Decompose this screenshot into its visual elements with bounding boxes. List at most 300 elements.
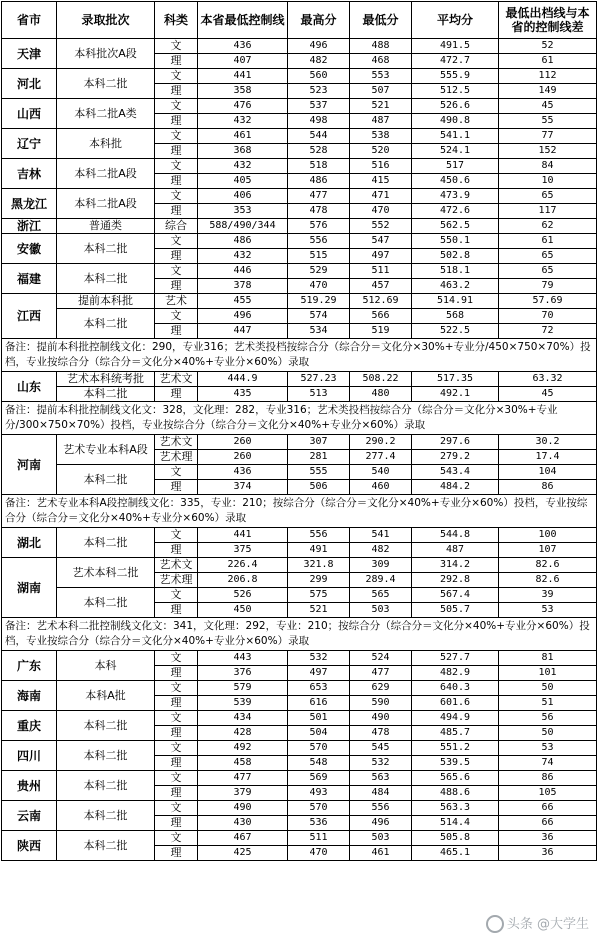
batch-cell: 本科二批 — [57, 69, 155, 99]
max-score-cell: 519.29 — [288, 294, 350, 309]
average-cell: 550.1 — [412, 234, 499, 249]
min-score-cell: 487 — [350, 114, 412, 129]
header-min-score: 最低分 — [350, 2, 412, 39]
batch-cell: 艺术本科二批 — [57, 558, 155, 588]
category-cell: 文 — [155, 309, 198, 324]
control-line-cell: 450 — [198, 603, 288, 618]
average-cell: 541.1 — [412, 129, 499, 144]
table-row — [2, 309, 597, 324]
batch-cell: 本科二批A类 — [57, 99, 155, 129]
max-score-cell: 536 — [288, 816, 350, 831]
category-cell: 理 — [155, 84, 198, 99]
min-score-cell: 468 — [350, 54, 412, 69]
category-cell: 理 — [155, 786, 198, 801]
batch-cell: 本科 — [57, 651, 155, 681]
difference-cell: 57.69 — [499, 294, 597, 309]
min-score-cell: 516 — [350, 159, 412, 174]
province-cell: 河南 — [2, 435, 57, 495]
table-row — [2, 99, 597, 114]
province-cell: 云南 — [2, 801, 57, 831]
table-row — [2, 651, 597, 666]
control-line-cell: 490 — [198, 801, 288, 816]
average-cell: 517 — [412, 159, 499, 174]
difference-cell: 79 — [499, 279, 597, 294]
difference-cell: 66 — [499, 801, 597, 816]
min-score-cell: 309 — [350, 558, 412, 573]
category-cell: 理 — [155, 54, 198, 69]
admission-score-table — [1, 1, 597, 861]
average-cell: 488.6 — [412, 786, 499, 801]
table-row — [2, 801, 597, 816]
category-cell: 艺术理 — [155, 450, 198, 465]
max-score-cell: 518 — [288, 159, 350, 174]
min-score-cell: 507 — [350, 84, 412, 99]
min-score-cell: 512.69 — [350, 294, 412, 309]
table-row — [2, 69, 597, 84]
average-cell: 527.7 — [412, 651, 499, 666]
difference-cell: 63.32 — [499, 372, 597, 387]
min-score-cell: 478 — [350, 726, 412, 741]
category-cell: 文 — [155, 588, 198, 603]
min-score-cell: 532 — [350, 756, 412, 771]
average-cell: 505.8 — [412, 831, 499, 846]
control-line-cell: 588/490/344 — [198, 219, 288, 234]
category-cell: 文 — [155, 465, 198, 480]
table-row — [2, 39, 597, 54]
table-row — [2, 294, 597, 309]
category-cell: 文 — [155, 189, 198, 204]
min-score-cell: 482 — [350, 543, 412, 558]
max-score-cell: 470 — [288, 846, 350, 861]
batch-cell: 本科二批 — [57, 264, 155, 294]
min-score-cell: 520 — [350, 144, 412, 159]
header-difference: 最低出档线与本省的控制线差 — [499, 2, 597, 39]
min-score-cell: 590 — [350, 696, 412, 711]
control-line-cell: 378 — [198, 279, 288, 294]
control-line-cell: 430 — [198, 816, 288, 831]
average-cell: 491.5 — [412, 39, 499, 54]
batch-cell: 本科二批 — [57, 711, 155, 741]
average-cell: 482.9 — [412, 666, 499, 681]
batch-cell: 本科二批 — [57, 801, 155, 831]
average-cell: 514.91 — [412, 294, 499, 309]
max-score-cell: 544 — [288, 129, 350, 144]
table-row — [2, 588, 597, 603]
average-cell: 490.8 — [412, 114, 499, 129]
category-cell: 文 — [155, 69, 198, 84]
difference-cell: 45 — [499, 99, 597, 114]
header-average: 平均分 — [412, 2, 499, 39]
min-score-cell: 629 — [350, 681, 412, 696]
note-cell: 备注：提前本科批控制线文化文：328，文化理：282，专业316；艺术类投档按综合分（综合分＝文化分×30%+专业分/300×750×70%）投档，专业按综合分（综合分＝文化分×40%+专业分×60%）录取 — [2, 402, 597, 435]
average-cell: 526.6 — [412, 99, 499, 114]
batch-cell: 本科二批 — [57, 588, 155, 618]
note-cell: 备注：提前本科批控制线文化：290，专业316；艺术类投档按综合分（综合分＝文化分×30%+专业分/450×750×70%）投档，专业按综合分（综合分＝文化分×40%+专业分×60%）录取 — [2, 339, 597, 372]
max-score-cell: 307 — [288, 435, 350, 450]
control-line-cell: 436 — [198, 465, 288, 480]
category-cell: 文 — [155, 528, 198, 543]
province-cell: 吉林 — [2, 159, 57, 189]
average-cell: 514.4 — [412, 816, 499, 831]
category-cell: 艺术理 — [155, 573, 198, 588]
control-line-cell: 526 — [198, 588, 288, 603]
min-score-cell: 490 — [350, 711, 412, 726]
difference-cell: 101 — [499, 666, 597, 681]
average-cell: 297.6 — [412, 435, 499, 450]
control-line-cell: 579 — [198, 681, 288, 696]
difference-cell: 86 — [499, 771, 597, 786]
min-score-cell: 488 — [350, 39, 412, 54]
average-cell: 484.2 — [412, 480, 499, 495]
min-score-cell: 457 — [350, 279, 412, 294]
batch-cell: 本科二批A段 — [57, 189, 155, 219]
difference-cell: 51 — [499, 696, 597, 711]
average-cell: 502.8 — [412, 249, 499, 264]
difference-cell: 17.4 — [499, 450, 597, 465]
category-cell: 理 — [155, 144, 198, 159]
max-score-cell: 556 — [288, 528, 350, 543]
min-score-cell: 553 — [350, 69, 412, 84]
average-cell: 544.8 — [412, 528, 499, 543]
control-line-cell: 375 — [198, 543, 288, 558]
max-score-cell: 528 — [288, 144, 350, 159]
category-cell: 理 — [155, 543, 198, 558]
min-score-cell: 547 — [350, 234, 412, 249]
difference-cell: 104 — [499, 465, 597, 480]
max-score-cell: 321.8 — [288, 558, 350, 573]
min-score-cell: 503 — [350, 603, 412, 618]
watermark-text: 头条 @大学生 — [506, 916, 589, 932]
max-score-cell: 575 — [288, 588, 350, 603]
average-cell: 522.5 — [412, 324, 499, 339]
min-score-cell: 290.2 — [350, 435, 412, 450]
table-row — [2, 681, 597, 696]
category-cell: 理 — [155, 249, 198, 264]
category-cell: 文 — [155, 264, 198, 279]
average-cell: 314.2 — [412, 558, 499, 573]
max-score-cell: 477 — [288, 189, 350, 204]
average-cell: 567.4 — [412, 588, 499, 603]
control-line-cell: 206.8 — [198, 573, 288, 588]
min-score-cell: 545 — [350, 741, 412, 756]
control-line-cell: 358 — [198, 84, 288, 99]
max-score-cell: 281 — [288, 450, 350, 465]
difference-cell: 36 — [499, 846, 597, 861]
table-row — [2, 435, 597, 450]
category-cell: 理 — [155, 114, 198, 129]
difference-cell: 82.6 — [499, 558, 597, 573]
min-score-cell: 484 — [350, 786, 412, 801]
difference-cell: 149 — [499, 84, 597, 99]
max-score-cell: 527.23 — [288, 372, 350, 387]
table-row — [2, 387, 597, 402]
control-line-cell: 492 — [198, 741, 288, 756]
difference-cell: 30.2 — [499, 435, 597, 450]
control-line-cell: 461 — [198, 129, 288, 144]
category-cell: 理 — [155, 666, 198, 681]
min-score-cell: 556 — [350, 801, 412, 816]
min-score-cell: 497 — [350, 249, 412, 264]
category-cell: 文 — [155, 681, 198, 696]
batch-cell: 艺术专业本科A段 — [57, 435, 155, 465]
average-cell: 487 — [412, 543, 499, 558]
average-cell: 543.4 — [412, 465, 499, 480]
table-row — [2, 831, 597, 846]
difference-cell: 52 — [499, 39, 597, 54]
category-cell: 理 — [155, 696, 198, 711]
batch-cell: 本科二批 — [57, 831, 155, 861]
max-score-cell: 491 — [288, 543, 350, 558]
max-score-cell: 574 — [288, 309, 350, 324]
max-score-cell: 299 — [288, 573, 350, 588]
difference-cell: 152 — [499, 144, 597, 159]
category-cell: 理 — [155, 756, 198, 771]
batch-cell: 本科二批 — [57, 741, 155, 771]
note-cell: 备注：艺术专业本科A段控制线文化：335，专业：210；按综合分（综合分＝文化分×40%+专业分×60%）投档，专业按综合分（综合分＝文化分×40%+专业分×60%）录取 — [2, 495, 597, 528]
note-row — [2, 495, 597, 528]
difference-cell: 66 — [499, 816, 597, 831]
average-cell: 551.2 — [412, 741, 499, 756]
max-score-cell: 506 — [288, 480, 350, 495]
category-cell: 艺术文 — [155, 372, 198, 387]
control-line-cell: 467 — [198, 831, 288, 846]
control-line-cell: 368 — [198, 144, 288, 159]
note-row — [2, 339, 597, 372]
category-cell: 理 — [155, 279, 198, 294]
max-score-cell: 501 — [288, 711, 350, 726]
category-cell: 文 — [155, 831, 198, 846]
province-cell: 山东 — [2, 372, 57, 402]
max-score-cell: 570 — [288, 801, 350, 816]
category-cell: 综合 — [155, 219, 198, 234]
category-cell: 文 — [155, 99, 198, 114]
difference-cell: 62 — [499, 219, 597, 234]
min-score-cell: 521 — [350, 99, 412, 114]
difference-cell: 65 — [499, 264, 597, 279]
max-score-cell: 560 — [288, 69, 350, 84]
max-score-cell: 493 — [288, 786, 350, 801]
control-line-cell: 379 — [198, 786, 288, 801]
province-cell: 辽宁 — [2, 129, 57, 159]
difference-cell: 100 — [499, 528, 597, 543]
min-score-cell: 563 — [350, 771, 412, 786]
category-cell: 文 — [155, 771, 198, 786]
average-cell: 494.9 — [412, 711, 499, 726]
province-cell: 重庆 — [2, 711, 57, 741]
province-cell: 黑龙江 — [2, 189, 57, 219]
difference-cell: 55 — [499, 114, 597, 129]
difference-cell: 112 — [499, 69, 597, 84]
max-score-cell: 548 — [288, 756, 350, 771]
batch-cell: 提前本科批 — [57, 294, 155, 309]
province-cell: 贵州 — [2, 771, 57, 801]
max-score-cell: 497 — [288, 666, 350, 681]
max-score-cell: 486 — [288, 174, 350, 189]
max-score-cell: 496 — [288, 39, 350, 54]
category-cell: 文 — [155, 741, 198, 756]
difference-cell: 45 — [499, 387, 597, 402]
difference-cell: 86 — [499, 480, 597, 495]
category-cell: 艺术 — [155, 294, 198, 309]
min-score-cell: 470 — [350, 204, 412, 219]
difference-cell: 107 — [499, 543, 597, 558]
control-line-cell: 441 — [198, 69, 288, 84]
table-row — [2, 129, 597, 144]
average-cell: 279.2 — [412, 450, 499, 465]
control-line-cell: 405 — [198, 174, 288, 189]
table-row — [2, 372, 597, 387]
table-row — [2, 219, 597, 234]
max-score-cell: 511 — [288, 831, 350, 846]
control-line-cell: 444.9 — [198, 372, 288, 387]
min-score-cell: 552 — [350, 219, 412, 234]
table-row — [2, 771, 597, 786]
batch-cell: 本科A批 — [57, 681, 155, 711]
province-cell: 四川 — [2, 741, 57, 771]
batch-cell: 本科二批 — [57, 771, 155, 801]
control-line-cell: 432 — [198, 249, 288, 264]
province-cell: 湖南 — [2, 558, 57, 618]
category-cell: 文 — [155, 129, 198, 144]
max-score-cell: 504 — [288, 726, 350, 741]
category-cell: 理 — [155, 846, 198, 861]
difference-cell: 77 — [499, 129, 597, 144]
control-line-cell: 260 — [198, 450, 288, 465]
control-line-cell: 434 — [198, 711, 288, 726]
difference-cell: 84 — [499, 159, 597, 174]
max-score-cell: 532 — [288, 651, 350, 666]
difference-cell: 36 — [499, 831, 597, 846]
header-control-line: 本省最低控制线 — [198, 2, 288, 39]
difference-cell: 56 — [499, 711, 597, 726]
difference-cell: 82.6 — [499, 573, 597, 588]
control-line-cell: 458 — [198, 756, 288, 771]
min-score-cell: 508.22 — [350, 372, 412, 387]
difference-cell: 65 — [499, 249, 597, 264]
category-cell: 文 — [155, 801, 198, 816]
average-cell: 555.9 — [412, 69, 499, 84]
difference-cell: 61 — [499, 54, 597, 69]
province-cell: 江西 — [2, 294, 57, 339]
watermark — [486, 913, 589, 934]
control-line-cell: 455 — [198, 294, 288, 309]
table-row — [2, 741, 597, 756]
min-score-cell: 289.4 — [350, 573, 412, 588]
average-cell: 473.9 — [412, 189, 499, 204]
province-cell: 湖北 — [2, 528, 57, 558]
difference-cell: 53 — [499, 603, 597, 618]
min-score-cell: 566 — [350, 309, 412, 324]
difference-cell: 105 — [499, 786, 597, 801]
table-row — [2, 528, 597, 543]
control-line-cell: 477 — [198, 771, 288, 786]
control-line-cell: 353 — [198, 204, 288, 219]
max-score-cell: 470 — [288, 279, 350, 294]
header-max-score: 最高分 — [288, 2, 350, 39]
difference-cell: 53 — [499, 741, 597, 756]
category-cell: 文 — [155, 159, 198, 174]
max-score-cell: 515 — [288, 249, 350, 264]
category-cell: 艺术文 — [155, 435, 198, 450]
note-row — [2, 618, 597, 651]
min-score-cell: 277.4 — [350, 450, 412, 465]
min-score-cell: 461 — [350, 846, 412, 861]
province-cell: 陕西 — [2, 831, 57, 861]
average-cell: 640.3 — [412, 681, 499, 696]
difference-cell: 70 — [499, 309, 597, 324]
max-score-cell: 555 — [288, 465, 350, 480]
control-line-cell: 476 — [198, 99, 288, 114]
batch-cell: 本科二批 — [57, 465, 155, 495]
category-cell: 文 — [155, 39, 198, 54]
category-cell: 理 — [155, 387, 198, 402]
batch-cell: 本科二批 — [57, 309, 155, 339]
category-cell: 理 — [155, 816, 198, 831]
batch-cell: 本科二批A段 — [57, 159, 155, 189]
average-cell: 465.1 — [412, 846, 499, 861]
batch-cell: 本科二批 — [57, 234, 155, 264]
average-cell: 512.5 — [412, 84, 499, 99]
control-line-cell: 406 — [198, 189, 288, 204]
min-score-cell: 460 — [350, 480, 412, 495]
note-row — [2, 402, 597, 435]
max-score-cell: 576 — [288, 219, 350, 234]
category-cell: 理 — [155, 204, 198, 219]
batch-cell: 本科批次A段 — [57, 39, 155, 69]
province-cell: 福建 — [2, 264, 57, 294]
max-score-cell: 537 — [288, 99, 350, 114]
control-line-cell: 425 — [198, 846, 288, 861]
control-line-cell: 260 — [198, 435, 288, 450]
max-score-cell: 478 — [288, 204, 350, 219]
control-line-cell: 226.4 — [198, 558, 288, 573]
difference-cell: 10 — [499, 174, 597, 189]
min-score-cell: 496 — [350, 816, 412, 831]
average-cell: 562.5 — [412, 219, 499, 234]
min-score-cell: 471 — [350, 189, 412, 204]
average-cell: 601.6 — [412, 696, 499, 711]
category-cell: 理 — [155, 174, 198, 189]
header-province: 省市 — [2, 2, 57, 39]
category-cell: 艺术文 — [155, 558, 198, 573]
average-cell: 292.8 — [412, 573, 499, 588]
province-cell: 天津 — [2, 39, 57, 69]
header-category: 科类 — [155, 2, 198, 39]
average-cell: 505.7 — [412, 603, 499, 618]
min-score-cell: 538 — [350, 129, 412, 144]
control-line-cell: 428 — [198, 726, 288, 741]
min-score-cell: 415 — [350, 174, 412, 189]
batch-cell: 本科二批 — [57, 528, 155, 558]
control-line-cell: 407 — [198, 54, 288, 69]
max-score-cell: 513 — [288, 387, 350, 402]
max-score-cell: 653 — [288, 681, 350, 696]
control-line-cell: 436 — [198, 39, 288, 54]
average-cell: 463.2 — [412, 279, 499, 294]
average-cell: 524.1 — [412, 144, 499, 159]
category-cell: 理 — [155, 324, 198, 339]
province-cell: 河北 — [2, 69, 57, 99]
province-cell: 广东 — [2, 651, 57, 681]
table-row — [2, 558, 597, 573]
province-cell: 山西 — [2, 99, 57, 129]
control-line-cell: 432 — [198, 114, 288, 129]
control-line-cell: 446 — [198, 264, 288, 279]
min-score-cell: 565 — [350, 588, 412, 603]
min-score-cell: 477 — [350, 666, 412, 681]
average-cell: 565.6 — [412, 771, 499, 786]
control-line-cell: 443 — [198, 651, 288, 666]
